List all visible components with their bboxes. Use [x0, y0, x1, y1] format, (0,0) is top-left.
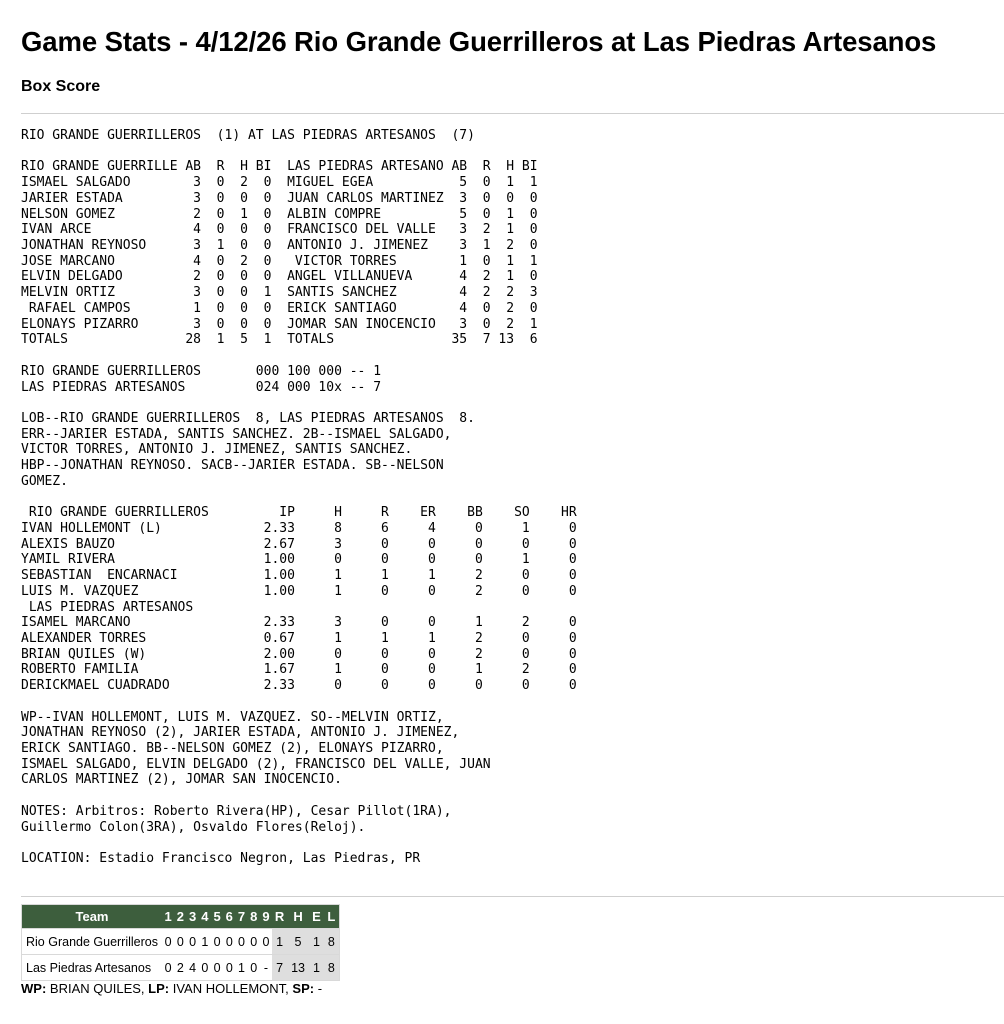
linescore-header-row [22, 905, 340, 929]
box-score-line: LUIS M. VAZQUEZ 1.00 1 0 0 2 0 0 [21, 583, 577, 599]
linescore-header-cell: 7 [235, 905, 247, 929]
linescore-header-team: Team [22, 905, 163, 929]
linescore-header-cell: L [324, 905, 339, 929]
box-score-line: LAS PIEDRAS ARTESANOS 024 000 10x -- 7 [21, 379, 382, 395]
linescore-total-cell: 5 [287, 929, 309, 955]
linescore-inning-cell: 0 [211, 929, 223, 955]
linescore-total-cell: 1 [272, 929, 287, 955]
box-score-line: ISMAEL SALGADO 3 0 2 0 MIGUEL EGEA 5 0 1 1 [21, 175, 538, 191]
linescore-inning-cell: 0 [248, 955, 260, 981]
linescore-total-cell: 8 [324, 929, 339, 955]
linescore-team-name: Las Piedras Artesanos [22, 955, 163, 981]
box-score-line: ERR--JARIER ESTADA, SANTIS SANCHEZ. 2B--ISMAEL SALGADO, [21, 426, 452, 442]
linescore-table [21, 904, 340, 981]
linescore-total-cell: 7 [272, 955, 287, 981]
box-score-line: YAMIL RIVERA 1.00 0 0 0 0 1 0 [21, 552, 577, 568]
lp-value: IVAN HOLLEMONT, [169, 981, 293, 996]
linescore-inning-cell: 0 [199, 955, 211, 981]
linescore-total-cell: 1 [309, 955, 324, 981]
box-score-line: WP--IVAN HOLLEMONT, LUIS M. VAZQUEZ. SO--MELVIN ORTIZ, [21, 709, 444, 725]
sp-value: - [314, 981, 323, 996]
linescore-inning-cell: 0 [248, 929, 260, 955]
box-score-line: NELSON GOMEZ 2 0 1 0 ALBIN COMPRE 5 0 1 0 [21, 206, 538, 222]
box-score-line: VICTOR TORRES, ANTONIO J. JIMENEZ, SANTIS SANCHEZ. [21, 442, 413, 458]
box-score-line: ROBERTO FAMILIA 1.67 1 0 0 1 2 0 [21, 662, 577, 678]
linescore-row [22, 955, 340, 981]
box-score-line: MELVIN ORTIZ 3 0 0 1 SANTIS SANCHEZ 4 2 2 3 [21, 285, 538, 301]
linescore-header-cell: 3 [186, 905, 198, 929]
box-score-line: ELONAYS PIZARRO 3 0 0 0 JOMAR SAN INOCENCIO 3 0 2 1 [21, 316, 538, 332]
lp-label: LP: [148, 981, 170, 996]
divider-top [21, 113, 1004, 114]
linescore-header-cell: E [309, 905, 324, 929]
box-score-line: NOTES: Arbitros: Roberto Rivera(HP), Cesar Pillot(1RA), [21, 803, 452, 819]
box-score-line: ELVIN DELGADO 2 0 0 0 ANGEL VILLANUEVA 4 2 1 0 [21, 269, 538, 285]
box-score-line: CARLOS MARTINEZ (2), JOMAR SAN INOCENCIO. [21, 772, 342, 788]
box-score-line: RIO GRANDE GUERRILLEROS IP H R ER BB SO HR [21, 505, 577, 521]
linescore-inning-cell: 0 [260, 929, 272, 955]
box-score-line: LOCATION: Estadio Francisco Negron, Las Piedras, PR [21, 851, 421, 867]
box-score-line: Guillermo Colon(3RA), Osvaldo Flores(Reloj). [21, 819, 366, 835]
linescore-header-cell: R [272, 905, 287, 929]
box-score-line: HBP--JONATHAN REYNOSO. SACB--JARIER ESTADA. SB--NELSON [21, 458, 444, 474]
linescore-inning-cell: 1 [199, 929, 211, 955]
box-score-line: DERICKMAEL CUADRADO 2.33 0 0 0 0 0 0 [21, 678, 577, 694]
wp-value: BRIAN QUILES, [46, 981, 149, 996]
box-score-line: ISAMEL MARCANO 2.33 3 0 0 1 2 0 [21, 615, 577, 631]
linescore-header-cell: 6 [223, 905, 235, 929]
box-score-line: RAFAEL CAMPOS 1 0 0 0 ERICK SANTIAGO 4 0 2 0 [21, 300, 538, 316]
linescore-inning-cell: - [260, 955, 272, 981]
linescore-total-cell: 8 [324, 955, 339, 981]
linescore-inning-cell: 0 [223, 929, 235, 955]
linescore-inning-cell: 0 [162, 929, 174, 955]
linescore-header-cell: 1 [162, 905, 174, 929]
box-score-line: JONATHAN REYNOSO (2), JARIER ESTADA, ANTONIO J. JIMENEZ, [21, 725, 460, 741]
linescore-header-cell: 5 [211, 905, 223, 929]
linescore-inning-cell: 0 [174, 929, 186, 955]
box-score-line: RIO GRANDE GUERRILLEROS 000 100 000 -- 1 [21, 363, 382, 379]
linescore-header-cell: 8 [248, 905, 260, 929]
linescore-inning-cell: 1 [235, 955, 247, 981]
linescore-inning-cell: 0 [162, 955, 174, 981]
wp-label: WP: [21, 981, 47, 996]
box-score-line: JOSE MARCANO 4 0 2 0 VICTOR TORRES 1 0 1 1 [21, 253, 538, 269]
box-score-line: RIO GRANDE GUERRILLE AB R H BI LAS PIEDRAS ARTESANO AB R H BI [21, 159, 538, 175]
pitcher-decisions [21, 981, 322, 996]
linescore-inning-cell: 4 [186, 955, 198, 981]
section-heading-box-score: Box Score [21, 78, 101, 95]
linescore-inning-cell: 0 [186, 929, 198, 955]
box-score-line: IVAN ARCE 4 0 0 0 FRANCISCO DEL VALLE 3 2 1 0 [21, 222, 538, 238]
sp-label: SP: [292, 981, 315, 996]
divider-bottom [21, 896, 1004, 897]
linescore-total-cell: 1 [309, 929, 324, 955]
box-score-line: GOMEZ. [21, 473, 68, 489]
box-score-line: LOB--RIO GRANDE GUERRILLEROS 8, LAS PIEDRAS ARTESANOS 8. [21, 410, 475, 426]
box-score-line: JARIER ESTADA 3 0 0 0 JUAN CARLOS MARTINEZ 3 0 0 0 [21, 190, 538, 206]
linescore-inning-cell: 2 [174, 955, 186, 981]
box-score-line: ERICK SANTIAGO. BB--NELSON GOMEZ (2), ELONAYS PIZARRO, [21, 741, 444, 757]
box-score-line: ALEXIS BAUZO 2.67 3 0 0 0 0 0 [21, 536, 577, 552]
linescore-inning-cell: 0 [223, 955, 235, 981]
box-score-line: LAS PIEDRAS ARTESANOS [21, 599, 194, 615]
linescore-inning-cell: 0 [211, 955, 223, 981]
page-title: Game Stats - 4/12/26 Rio Grande Guerrilleros at Las Piedras Artesanos [21, 26, 937, 57]
linescore-header-cell: H [287, 905, 309, 929]
box-score-line: JONATHAN REYNOSO 3 1 0 0 ANTONIO J. JIMENEZ 3 1 2 0 [21, 238, 538, 254]
linescore-team-name: Rio Grande Guerrilleros [22, 929, 163, 955]
box-score-line: SEBASTIAN ENCARNACI 1.00 1 1 1 2 0 0 [21, 568, 577, 584]
box-score-line: BRIAN QUILES (W) 2.00 0 0 0 2 0 0 [21, 646, 577, 662]
box-score-line: ALEXANDER TORRES 0.67 1 1 1 2 0 0 [21, 631, 577, 646]
linescore-header-cell: 9 [260, 905, 272, 929]
linescore-inning-cell: 0 [235, 929, 247, 955]
box-score-line: IVAN HOLLEMONT (L) 2.33 8 6 4 0 1 0 [21, 520, 577, 536]
box-score-text [21, 128, 577, 867]
linescore-row [22, 929, 340, 955]
box-score-line: ISMAEL SALGADO, ELVIN DELGADO (2), FRANCISCO DEL VALLE, JUAN [21, 756, 491, 772]
box-score-line: RIO GRANDE GUERRILLEROS (1) AT LAS PIEDRAS ARTESANOS (7) [21, 128, 475, 143]
box-score-line: TOTALS 28 1 5 1 TOTALS 35 7 13 6 [21, 332, 538, 348]
linescore-total-cell: 13 [287, 955, 309, 981]
linescore-header-cell: 2 [174, 905, 186, 929]
linescore-header-cell: 4 [199, 905, 211, 929]
